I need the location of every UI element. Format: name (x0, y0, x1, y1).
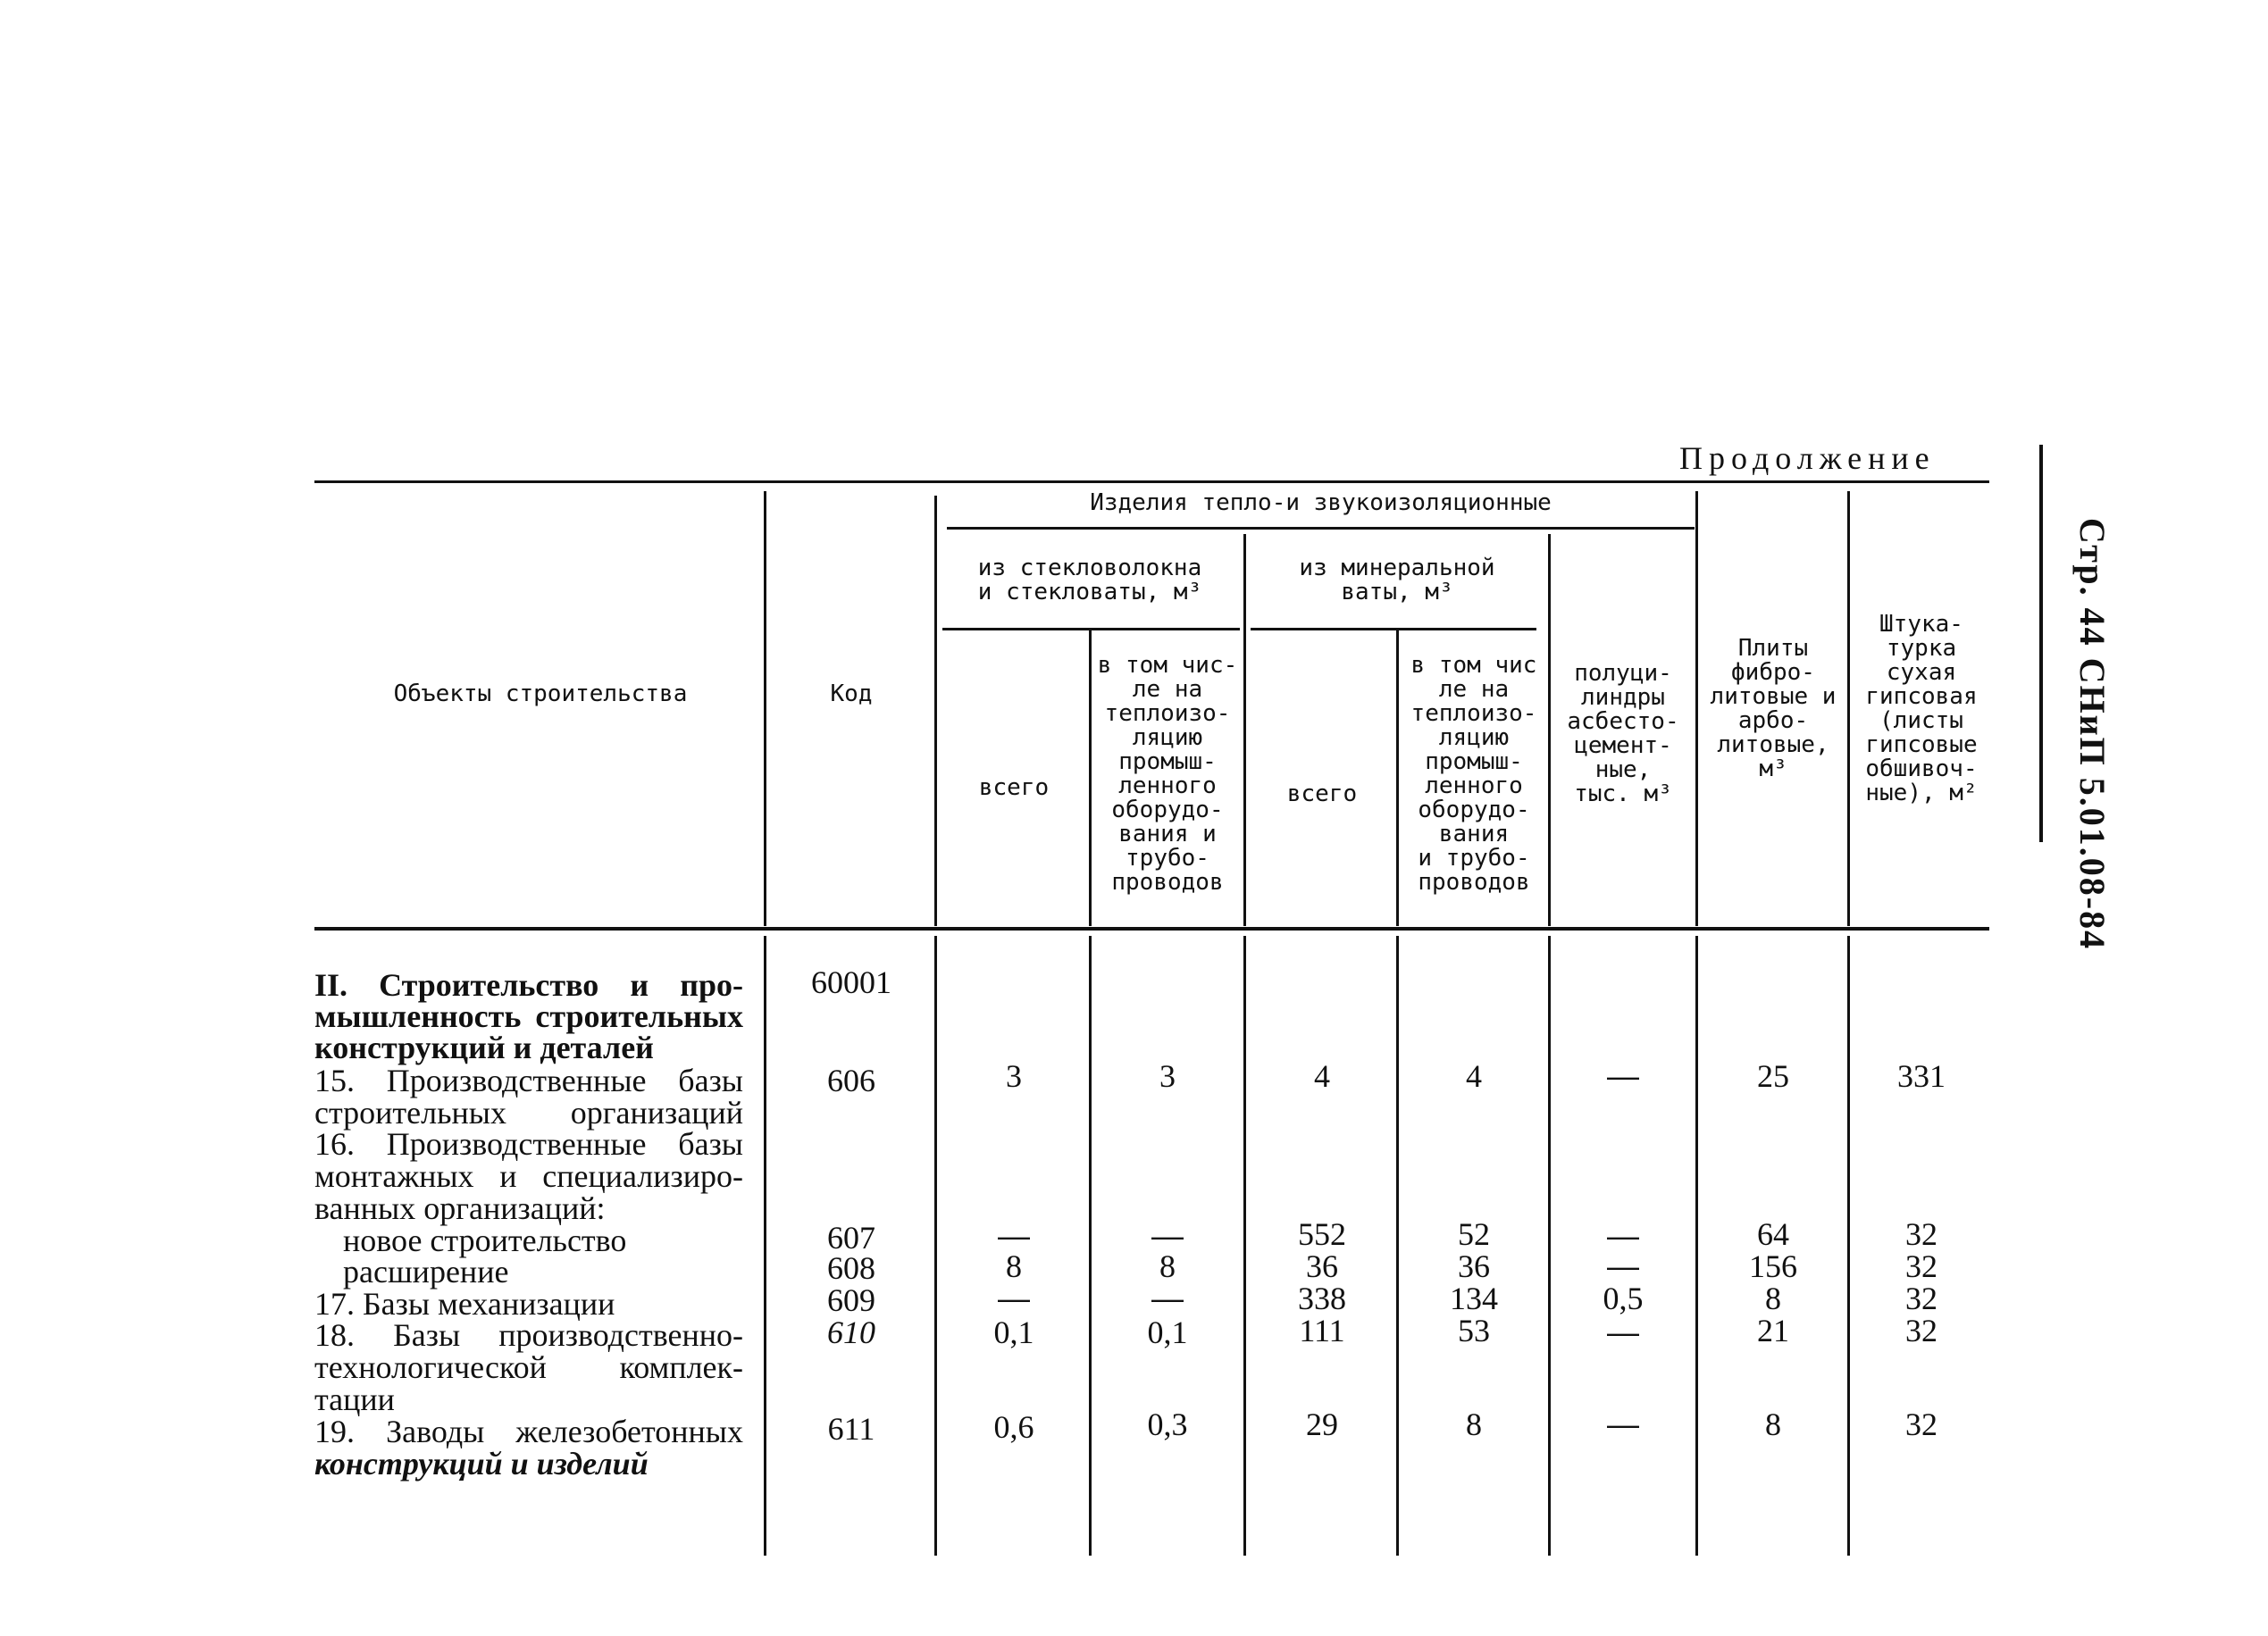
row-label-line: монтажных и специализиро- (314, 1158, 743, 1194)
section-title-line: II. Строительство и про- (314, 967, 743, 1003)
cell-fiberglass-total: 8 (1006, 1248, 1022, 1284)
subgroup-rule-mineral (1251, 628, 1536, 630)
row-label-line: новое строительство (343, 1223, 627, 1258)
cell-mineral-industrial: 36 (1458, 1248, 1490, 1284)
cell-fiberglass-industrial: 0,1 (1147, 1315, 1188, 1350)
cell-mineral-industrial: 4 (1466, 1058, 1482, 1094)
table-top-rule (314, 480, 1989, 483)
cell-mineral-industrial: 8 (1466, 1406, 1482, 1442)
header-incl-fiberglass: в том чис- ле на теплоизо- ляцию промыш- ленного оборудо- вания и трубо- проводов (1097, 652, 1238, 896)
cell-plaster: 331 (1897, 1058, 1946, 1094)
row-label-line: тации (314, 1381, 395, 1417)
column-divider (764, 491, 766, 926)
section-code: 60001 (811, 964, 891, 1000)
cell-fiberglass-total: — (998, 1280, 1030, 1316)
cell-plaster: 32 (1905, 1216, 1937, 1252)
cell-slabs: 8 (1765, 1406, 1781, 1442)
cell-mineral-total: 552 (1298, 1216, 1346, 1252)
cell-mineral-total: 29 (1306, 1406, 1338, 1442)
cell-half-cylinders: — (1607, 1314, 1639, 1350)
cell-fiberglass-total: — (998, 1217, 1030, 1254)
header-total-fiberglass: всего (978, 774, 1050, 801)
row-label-line: 15. Производственные базы (314, 1063, 743, 1098)
cell-half-cylinders: — (1607, 1406, 1639, 1442)
page-reference-rule (2039, 445, 2043, 842)
column-divider (934, 496, 937, 926)
group-header-rule (947, 527, 1695, 530)
section-title-line: мышленность строительных (314, 998, 743, 1034)
cell-mineral-total: 4 (1314, 1058, 1330, 1094)
cell-half-cylinders: — (1607, 1057, 1639, 1094)
cell-fiberglass-industrial: 3 (1159, 1058, 1176, 1094)
page-reference: Стр. 44 СНиП 5.01.08-84 (2072, 517, 2113, 951)
cell-plaster: 32 (1905, 1406, 1937, 1442)
cell-fiberglass-industrial: 0,3 (1147, 1406, 1188, 1442)
row-label-line: расширение (343, 1254, 509, 1290)
cell-fiberglass-industrial: 8 (1159, 1248, 1176, 1284)
cell-plaster: 32 (1905, 1313, 1937, 1348)
row-code: 606 (827, 1063, 875, 1098)
row-label-line: ванных организаций: (314, 1190, 606, 1226)
header-bottom-rule (314, 927, 1989, 931)
column-divider (1243, 534, 1246, 926)
cell-slabs: 21 (1757, 1313, 1789, 1348)
row-label-line: 17. Базы механизации (314, 1286, 615, 1322)
row-label-line: технологической комплек- (314, 1349, 743, 1385)
header-incl-mineral: в том чис ле на теплоизо- ляцию промыш- ленного оборудо- вания и трубо- проводов (1410, 652, 1537, 896)
header-total-mineral: всего (1286, 780, 1358, 807)
cell-mineral-industrial: 52 (1458, 1216, 1490, 1252)
cell-slabs: 156 (1749, 1248, 1797, 1284)
row-code: 609 (827, 1282, 875, 1318)
header-fiberglass: из стекловолокна и стекловаты, м³ (977, 555, 1202, 605)
row-label-line: 16. Производственные базы (314, 1126, 743, 1162)
header-insulation-group: Изделия тепло-и звукоизоляционные (1090, 489, 1552, 516)
header-code: Код (830, 680, 873, 707)
header-half-cylinders: полуци- линдры асбесто- цемент- ные, тыс. м³ (1567, 660, 1679, 807)
row-label-line: 18. Базы производственно- (314, 1317, 743, 1353)
cell-mineral-industrial: 53 (1458, 1313, 1490, 1348)
cell-half-cylinders: — (1607, 1248, 1639, 1284)
cell-fiberglass-total: 0,1 (993, 1315, 1034, 1350)
header-mineral-wool: из минеральной ваты, м³ (1299, 555, 1495, 605)
header-slabs: Плиты фибро- литовые и арбо- литовые, м³ (1710, 635, 1837, 782)
row-label-line: конструкций и изделий (314, 1446, 649, 1482)
header-plaster: Штука- турка сухая гипсовая (листы гипсовые обшивоч- ные), м² (1865, 611, 1978, 806)
cell-slabs: 25 (1757, 1058, 1789, 1094)
cell-half-cylinders: — (1607, 1217, 1639, 1254)
row-code: 607 (827, 1220, 875, 1256)
cell-mineral-industrial: 134 (1450, 1281, 1498, 1316)
row-code: 611 (827, 1411, 875, 1447)
row-code: 608 (827, 1250, 875, 1286)
cell-fiberglass-industrial: — (1151, 1217, 1184, 1254)
cell-slabs: 64 (1757, 1216, 1789, 1252)
cell-mineral-total: 36 (1306, 1248, 1338, 1284)
cell-mineral-total: 338 (1298, 1281, 1346, 1316)
column-divider (934, 936, 937, 1556)
cell-slabs: 8 (1765, 1281, 1781, 1316)
row-label-line: строительных организаций (314, 1095, 743, 1131)
row-code: 610 (827, 1315, 875, 1350)
cell-fiberglass-total: 0,6 (993, 1409, 1034, 1445)
cell-plaster: 32 (1905, 1281, 1937, 1316)
section-title-line: конструкций и деталей (314, 1030, 654, 1065)
cell-plaster: 32 (1905, 1248, 1937, 1284)
cell-fiberglass-total: 3 (1006, 1058, 1022, 1094)
cell-fiberglass-industrial: — (1151, 1280, 1184, 1316)
cell-half-cylinders: 0,5 (1603, 1281, 1644, 1316)
continuation-label: Продолжение (1679, 440, 1936, 476)
column-divider (1243, 936, 1246, 1556)
header-objects: Объекты строительства (393, 680, 688, 707)
column-divider (764, 936, 766, 1556)
cell-mineral-total: 111 (1299, 1313, 1345, 1348)
row-label-line: 19. Заводы железобетонных (314, 1414, 743, 1449)
